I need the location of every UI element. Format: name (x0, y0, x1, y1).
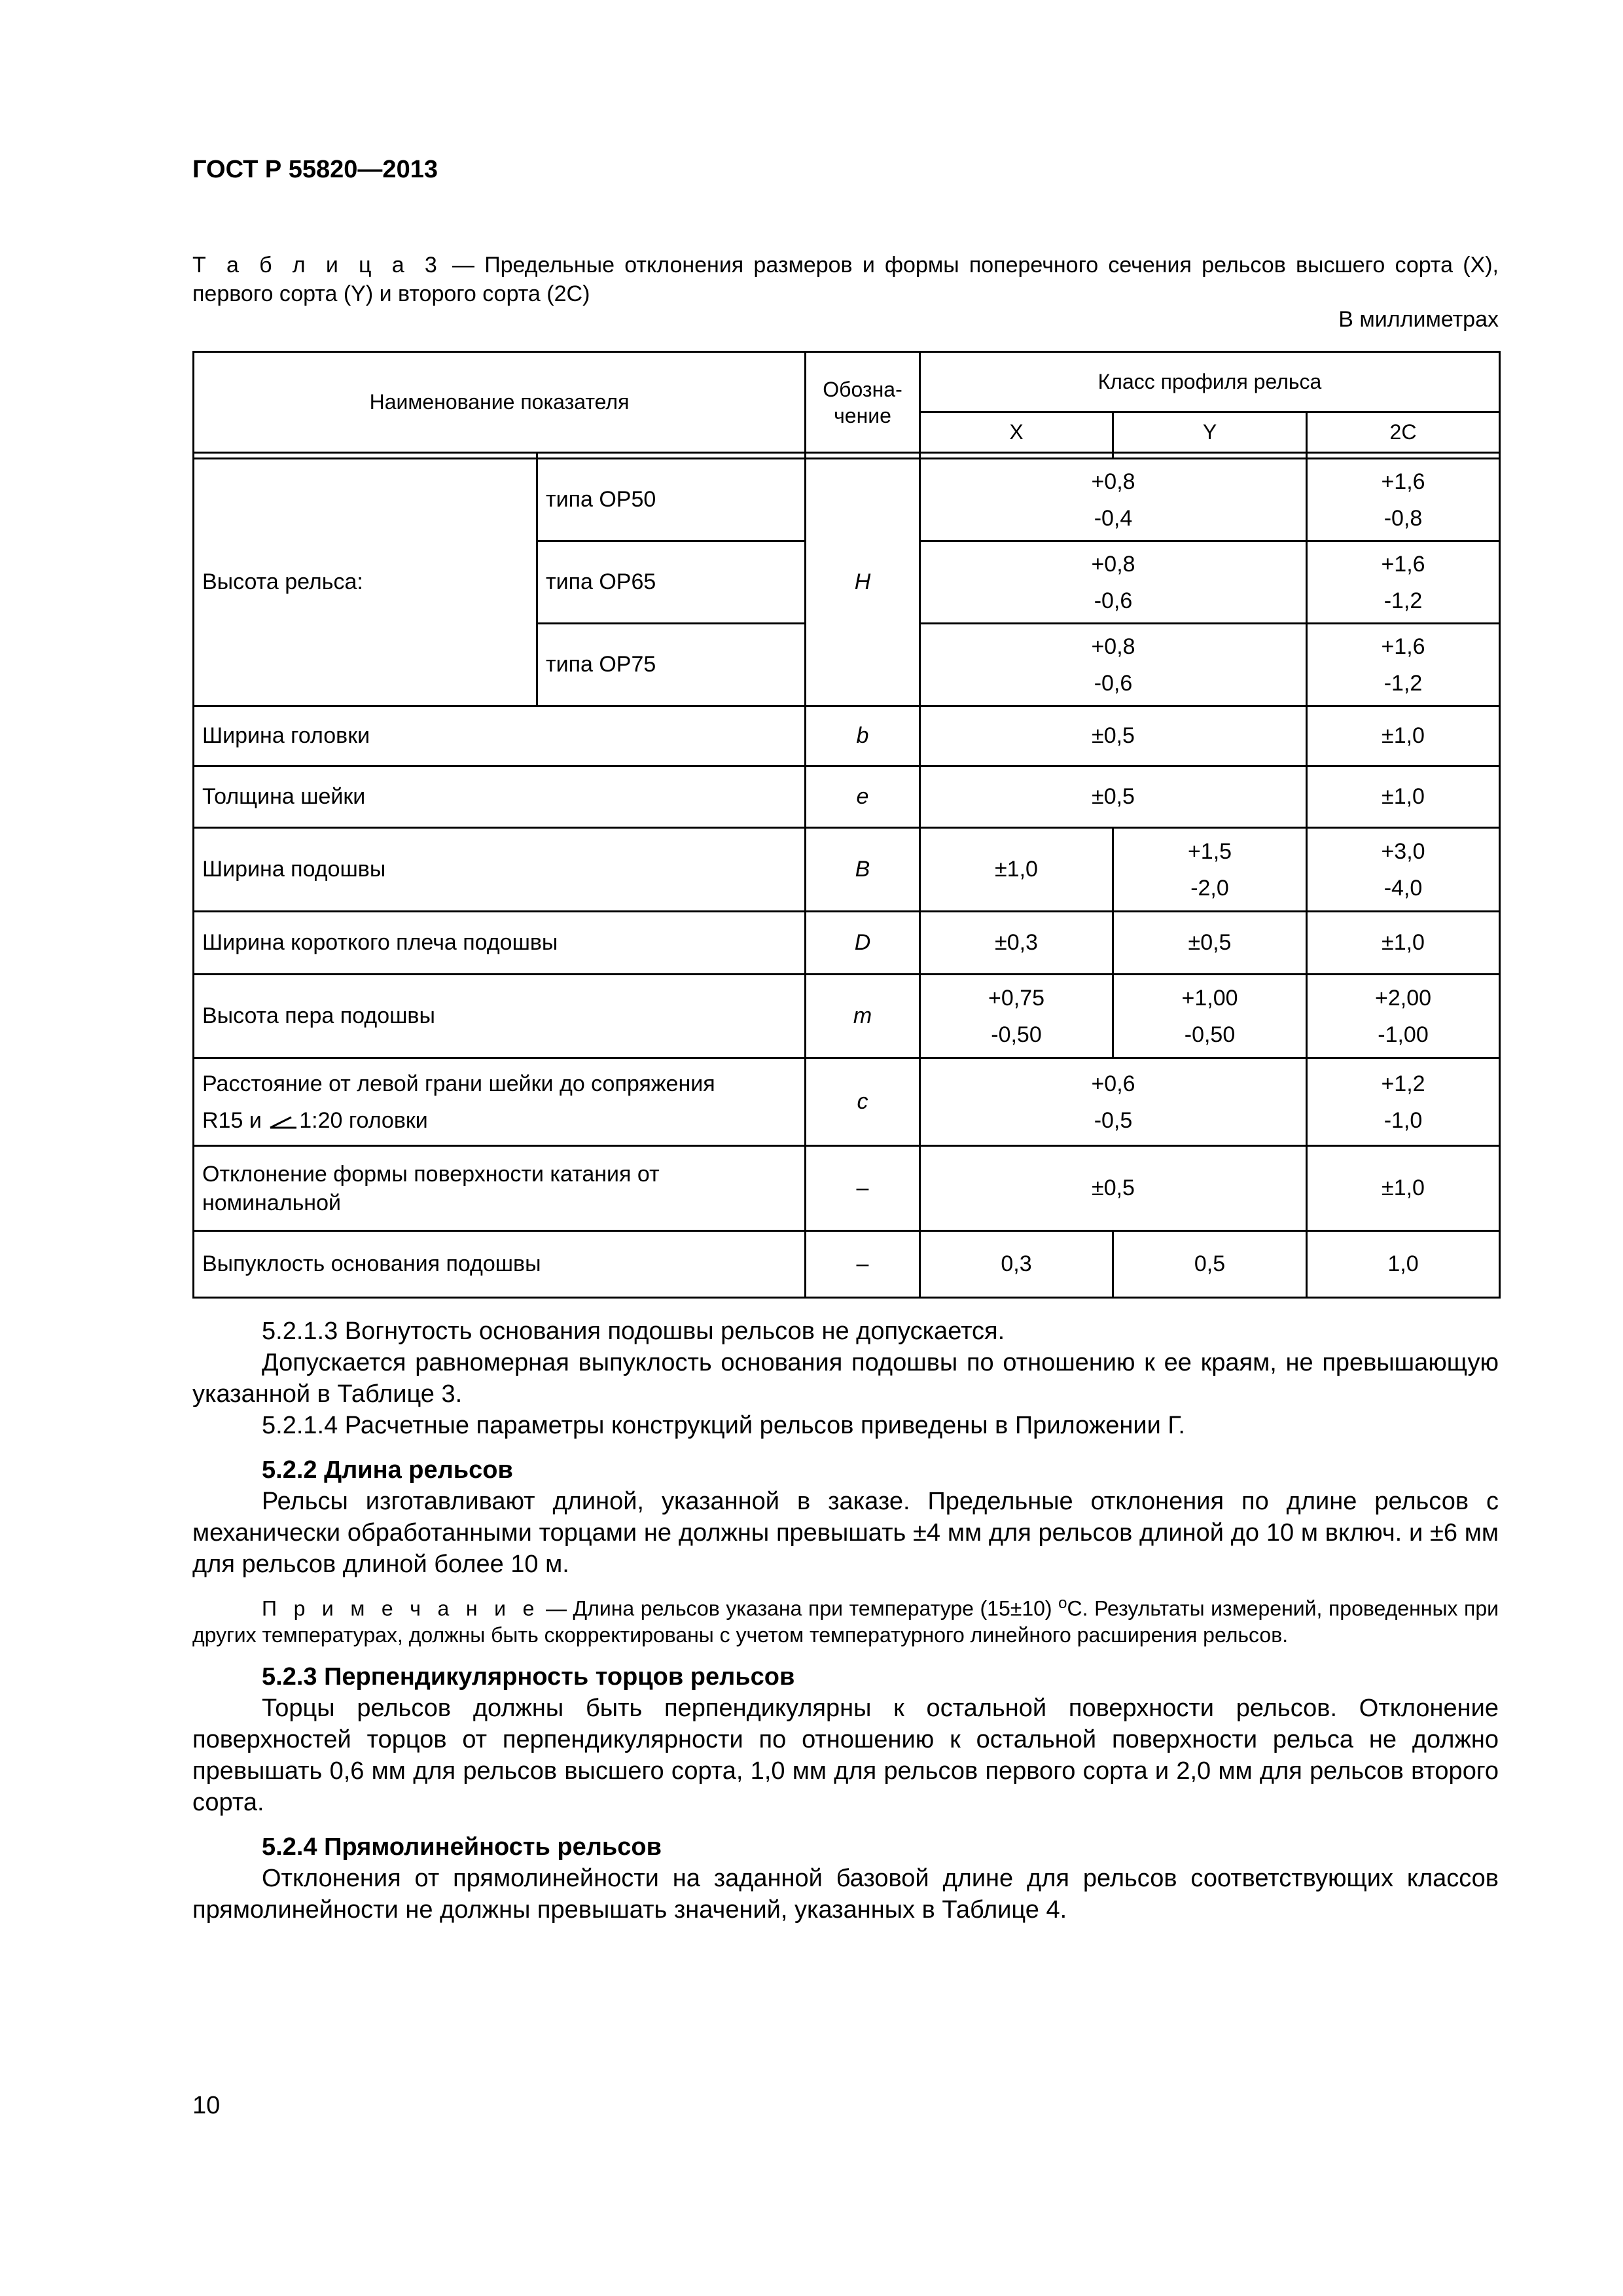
value-2c-head-width: ±1,0 (1307, 706, 1500, 766)
header-name: Наименование показателя (194, 352, 806, 453)
value-2c-or50: +1,6 -0,8 (1307, 459, 1500, 541)
table-caption-text: — Предельные отклонения размеров и формы поперечного сечения рельсов высшего сорта (Х), первого сорта (Y) и второго сорта (2С) (192, 253, 1499, 306)
paragraph-5-2-1-3: 5.2.1.3 Вогнутость основания подошвы рельсов не допускается. (262, 1318, 1005, 1345)
value-2c-rolling-surface: ±1,0 (1307, 1146, 1500, 1231)
slope-symbol-icon (268, 1113, 299, 1130)
heading-5-2-2: 5.2.2 Длина рельсов (262, 1456, 513, 1484)
value-2c-base-convexity: 1,0 (1307, 1231, 1500, 1298)
row-type-or50: типа ОР50 (537, 459, 806, 541)
header-class-y: Y (1113, 412, 1307, 453)
value-2c-or65: +1,6 -1,2 (1307, 541, 1500, 624)
value-x-base-convexity: 0,3 (920, 1231, 1113, 1298)
value-xy-or75: +0,8 -0,6 (920, 624, 1307, 706)
symbol-e: e (806, 766, 920, 828)
row-label-height: Высота рельса: (194, 459, 537, 706)
value-xy-web-thickness: ±0,5 (920, 766, 1307, 828)
symbol-B: B (806, 828, 920, 912)
symbol-m: m (806, 975, 920, 1058)
symbol-c: c (806, 1058, 920, 1146)
header-class-x: Х (920, 412, 1113, 453)
tolerance-table (192, 351, 1501, 1299)
page-number: 10 (192, 2092, 221, 2119)
heading-5-2-3: 5.2.3 Перпендикулярность торцов рельсов (262, 1662, 795, 1691)
value-2c-web-thickness: ±1,0 (1307, 766, 1500, 828)
paragraph-straightness: Отклонения от прямолинейности на заданной базовой длине для рельсов соответствующих классов прямолинейности не должны превышать значений, указанных в Таблице 4. (192, 1864, 1499, 1924)
row-name-short-shoulder: Ширина короткого плеча подошвы (194, 912, 806, 975)
value-y-base-convexity: 0,5 (1113, 1231, 1307, 1298)
value-y-flange-height: +1,00 -0,50 (1113, 975, 1307, 1058)
value-2c-or75: +1,6 -1,2 (1307, 624, 1500, 706)
header-class-group: Класс профиля рельса (920, 352, 1500, 412)
symbol-b: b (806, 706, 920, 766)
value-xy-web-distance: +0,6 -0,5 (920, 1058, 1307, 1146)
value-xy-rolling-surface: ±0,5 (920, 1146, 1307, 1231)
document-code: ГОСТ Р 55820—2013 (192, 156, 438, 183)
note (192, 1590, 1499, 1648)
value-2c-flange-height: +2,00 -1,00 (1307, 975, 1500, 1058)
paragraph-perpendicularity: Торцы рельсов должны быть перпендикулярны к остальной поверхности рельсов. Отклонение поверхностей торцов от перпендикулярности по отношению к остальной поверхности рельса не должно превышать 0,6 мм для рельсов высшего сорта, 1,0 мм для рельсов первого сорта и 2,0 мм для рельсов второго сорта. (192, 1694, 1499, 1816)
units-label: В миллиметрах (1338, 307, 1499, 332)
value-xy-or65: +0,8 -0,6 (920, 541, 1307, 624)
note-text-b: С. Результаты измерений, проведенных при других температурах, должны быть скорректированы с учетом температурного линейного расширения рельсов. (192, 1596, 1499, 1647)
value-2c-web-distance: +1,2 -1,0 (1307, 1058, 1500, 1146)
degree-sign: о (1058, 1594, 1067, 1612)
value-xy-or50: +0,8 -0,4 (920, 459, 1307, 541)
row-type-or75: типа ОР75 (537, 624, 806, 706)
value-y-short-shoulder: ±0,5 (1113, 912, 1307, 975)
table-caption-label: Т а б л и ц а 3 (192, 253, 442, 278)
header-class-2c: 2С (1307, 412, 1500, 453)
heading-5-2-4: 5.2.4 Прямолинейность рельсов (262, 1833, 662, 1861)
note-text-a: — Длина рельсов указана при температуре (15±10) (539, 1596, 1059, 1621)
row-type-or65: типа ОР65 (537, 541, 806, 624)
row-name-rolling-surface: Отклонение формы поверхности катания от номинальной (194, 1146, 806, 1231)
value-2c-base-width: +3,0 -4,0 (1307, 828, 1500, 912)
header-designation: Обозна- чение (806, 352, 920, 453)
row-name-head-width: Ширина головки (194, 706, 806, 766)
row-name-web-distance (194, 1058, 806, 1146)
value-x-flange-height: +0,75 -0,50 (920, 975, 1113, 1058)
paragraph-5-2-1-4: 5.2.1.4 Расчетные параметры конструкций рельсов приведены в Приложении Г. (262, 1412, 1185, 1439)
paragraph-length: Рельсы изготавливают длиной, указанной в заказе. Предельные отклонения по длине рельсов с механически обработанными торцами не должны превышать ±4 мм для рельсов длиной до 10 м включ. и ±6 мм для рельсов длиной более 10 м. (192, 1488, 1499, 1578)
symbol-H: H (806, 459, 920, 706)
value-xy-head-width: ±0,5 (920, 706, 1307, 766)
note-label: П р и м е ч а н и е (262, 1596, 540, 1621)
body-text (192, 1316, 1499, 1926)
row-name-base-convexity: Выпуклость основания подошвы (194, 1231, 806, 1298)
value-y-base-width: +1,5 -2,0 (1113, 828, 1307, 912)
row-name-web-distance-post: 1:20 головки (299, 1107, 428, 1133)
row-name-base-width: Ширина подошвы (194, 828, 806, 912)
symbol-dash-2: – (806, 1231, 920, 1298)
row-name-web-distance-line1: Расстояние от левой грани шейки до сопряжения (202, 1071, 715, 1096)
row-name-web-thickness: Толщина шейки (194, 766, 806, 828)
value-2c-short-shoulder: ±1,0 (1307, 912, 1500, 975)
value-x-short-shoulder: ±0,3 (920, 912, 1113, 975)
value-x-base-width: ±1,0 (920, 828, 1113, 912)
table-caption (192, 251, 1499, 308)
symbol-D: D (806, 912, 920, 975)
paragraph-convexity: Допускается равномерная выпуклость основания подошвы по отношению к ее краям, не превышающую указанной в Таблице 3. (192, 1349, 1499, 1408)
symbol-dash-1: – (806, 1146, 920, 1231)
row-name-web-distance-pre: R15 и (202, 1107, 268, 1133)
row-name-flange-height: Высота пера подошвы (194, 975, 806, 1058)
